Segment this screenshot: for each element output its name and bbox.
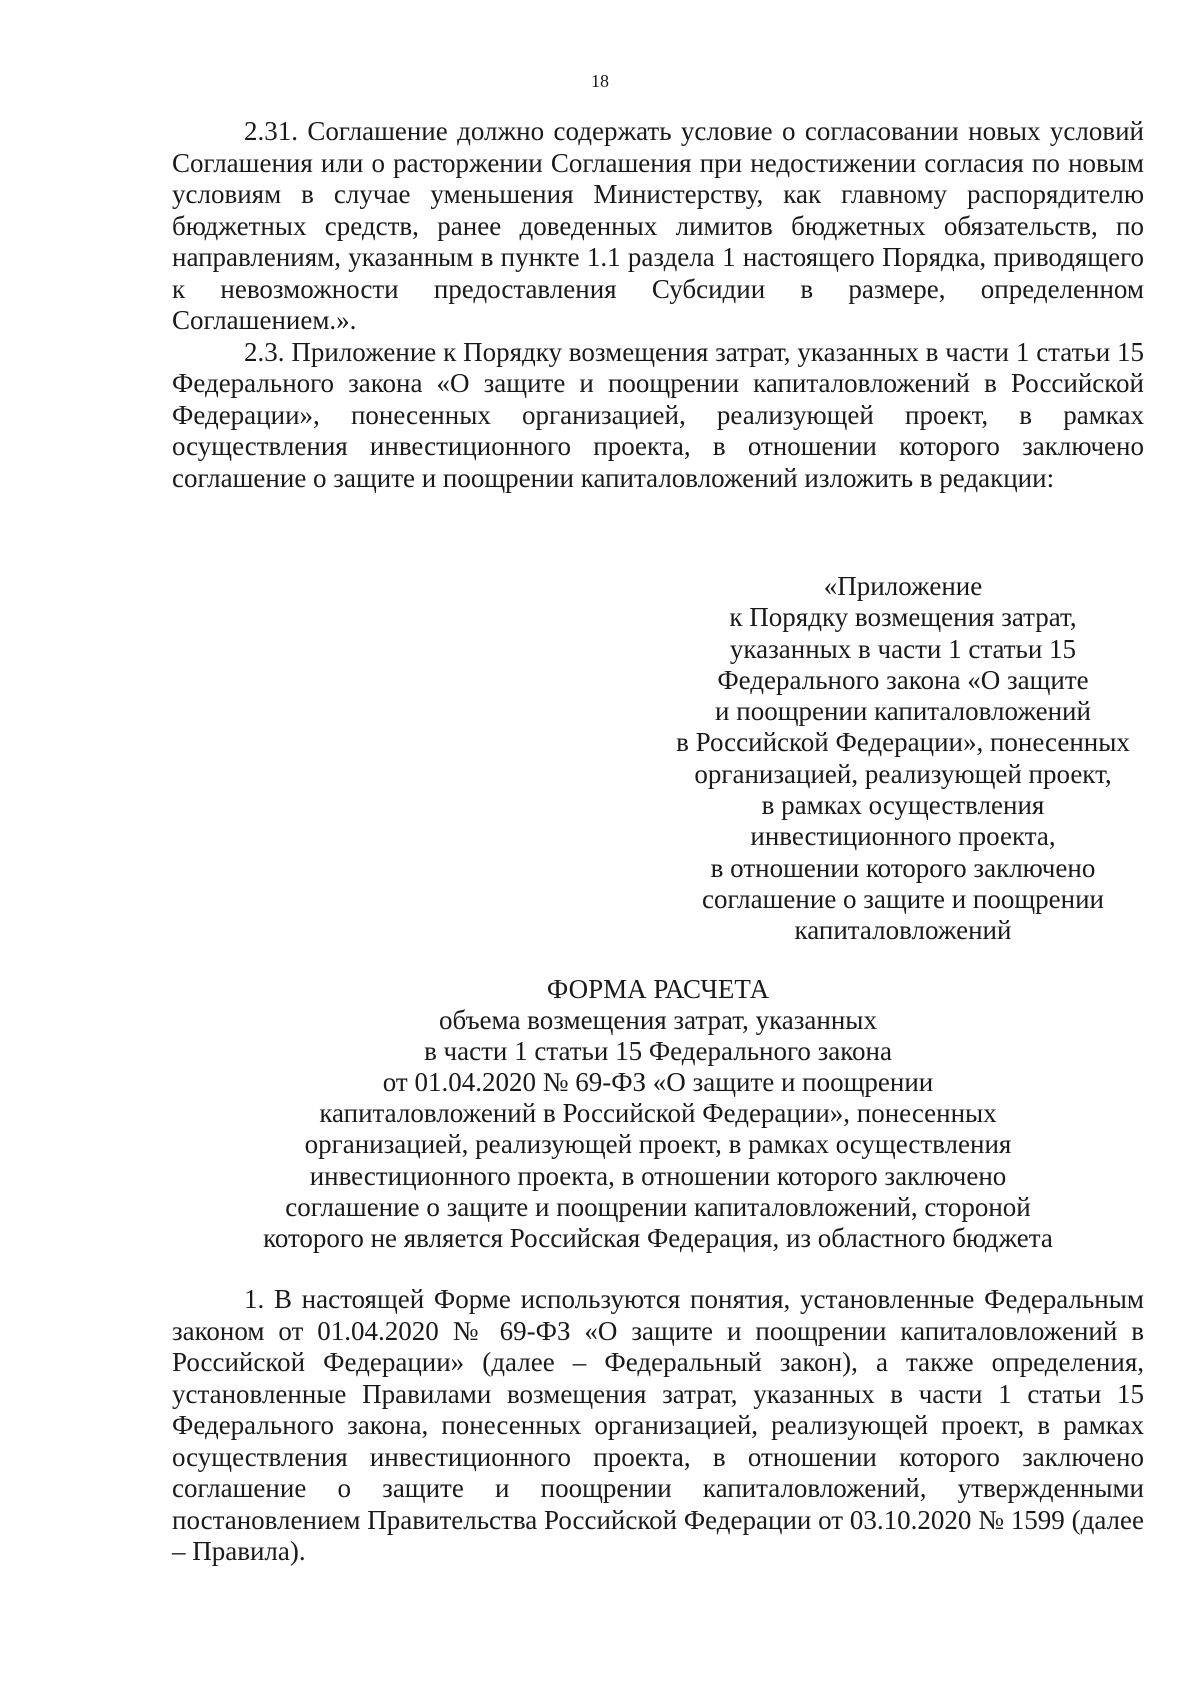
body-section-top [172,116,1144,494]
form-title-line: инвестиционного проекта, в отношении которого заключено [309,1160,1007,1191]
form-title-heading: ФОРМА РАСЧЕТА [546,974,770,1004]
form-title-line: капиталовложений в Российской Федерации», понесенных [319,1098,997,1129]
appendix-line: в отношении которого заключено [710,852,1096,883]
appendix-line: инвестиционного проекта, [750,821,1056,852]
form-title [172,974,1144,1254]
appendix-line: капиталовложений [794,915,1012,946]
appendix-line: организацией, реализующей проект, [694,758,1112,789]
appendix-line: в Российской Федерации», понесенных [676,727,1130,758]
paragraph-1: 1. В настоящей Форме используются понятия, установленные Федеральным законом от 01.04.2020 № 69-ФЗ «О защите и поощрении капиталовложений в Российской Федерации» (далее – Федеральный закон), а также определения, установленные Правилами возмещения затрат, указанных в части 1 статьи 15 Федерального закона, понесенных организацией, реализующей проект, в рамках осуществления инвестиционного проекта, в отношении которого заключено соглашение о защите и поощрении капиталовложений, утвержденными постановлением Правительства Российской Федерации от 03.10.2020 № 1599 (далее – Правила). [172,1284,1144,1566]
form-title-line: которого не является Российская Федерация, из областного бюджета [263,1222,1053,1253]
paragraph-2-3: 2.3. Приложение к Порядку возмещения затрат, указанных в части 1 статьи 15 Федерального закона «О защите и поощрении капиталовложений в Российской Федерации», понесенных организацией, реализующей проект, в рамках осуществления инвестиционного проекта, в отношении которого заключено соглашение о защите и поощрении капиталовложений изложить в редакции: [172,336,1144,493]
appendix-header [648,571,1158,947]
form-title-line: от 01.04.2020 № 69-ФЗ «О защите и поощрении [382,1067,934,1098]
appendix-line: указанных в части 1 статьи 15 [729,633,1077,664]
form-title-line: соглашение о защите и поощрении капиталовложений, стороной [285,1191,1031,1222]
appendix-line: в рамках осуществления [761,790,1045,821]
appendix-line: Федерального закона «О защите [717,664,1089,695]
appendix-line: и поощрении капиталовложений [715,696,1091,727]
body-section-bottom [172,1284,1144,1568]
appendix-line: к Порядку возмещения затрат, [729,602,1077,633]
form-title-line: организацией, реализующей проект, в рамках осуществления [304,1129,1012,1160]
appendix-line: «Приложение [823,571,983,601]
appendix-line: соглашение о защите и поощрении [702,883,1104,914]
form-title-line: объема возмещения затрат, указанных [439,1005,877,1036]
form-title-line: в части 1 статьи 15 Федерального закона [424,1036,892,1067]
page-number: 18 [591,71,609,91]
paragraph-2-31: 2.31. Соглашение должно содержать условие о согласовании новых условий Соглашения или о расторжении Соглашения при недостижении согласия по новым условиям в случае уменьшения Министерству, как главному распорядителю бюджетных средств, ранее доведенных лимитов бюджетных обязательств, по направлениям, указанным в пункте 1.1 раздела 1 настоящего Порядка, приводящего к невозможности предоставления Субсидии в размере, определенном Соглашением.». [172,116,1144,335]
